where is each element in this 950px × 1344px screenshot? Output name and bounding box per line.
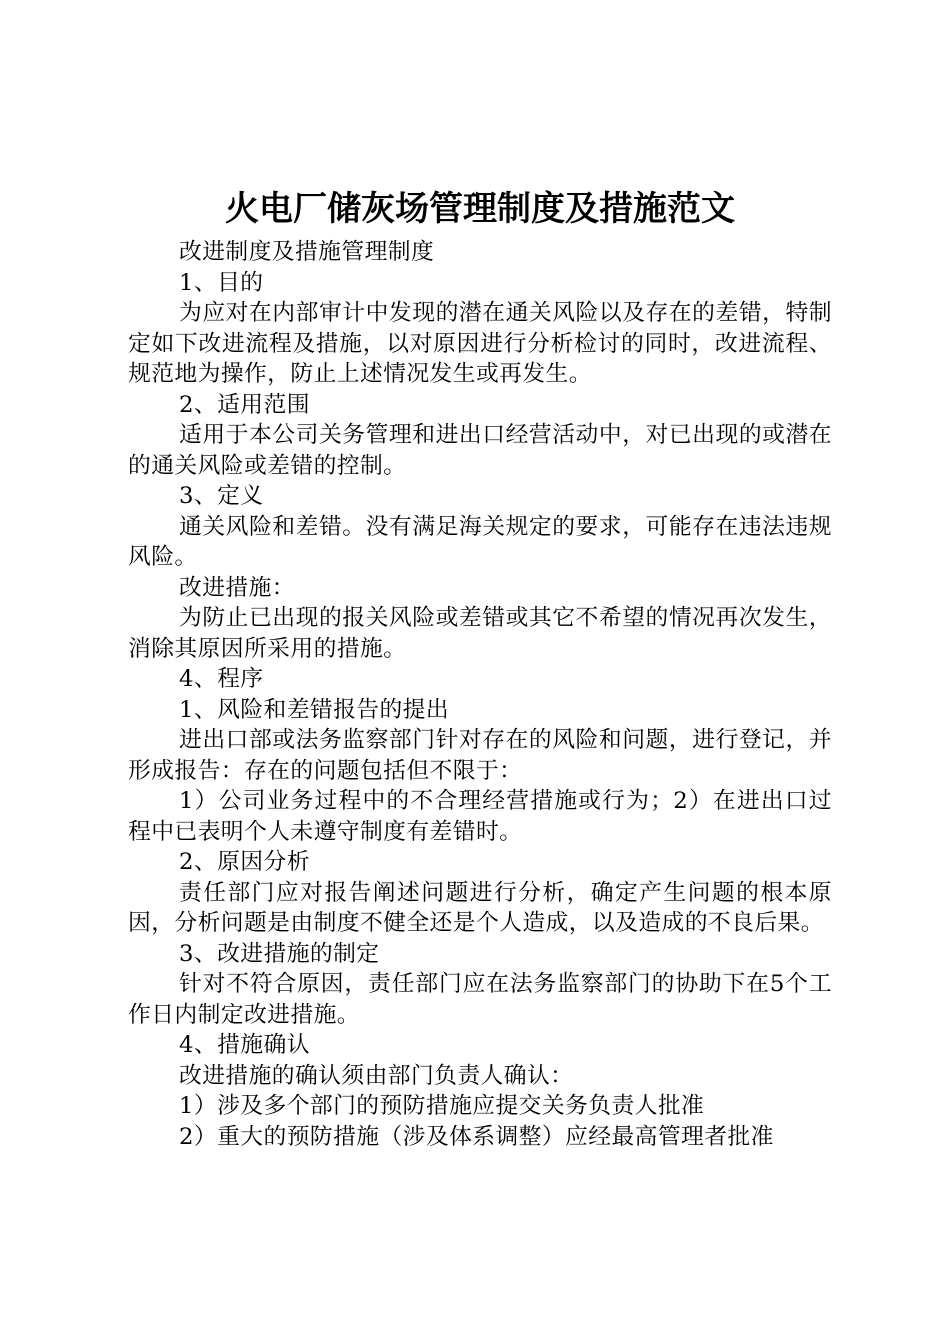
section-heading: 1、目的 bbox=[179, 269, 264, 296]
list-item: 1）涉及多个部门的预防措施应提交关务负责人批准 bbox=[179, 1093, 705, 1119]
paragraph: 通关风险和差错。没有满足海关规定的要求，可能存在违法违规风险。 bbox=[128, 513, 832, 570]
paragraph: 针对不符合原因，责任部门应在法务监察部门的协助下在5个工作日内制定改进措施。 bbox=[128, 971, 832, 1028]
paragraph: 适用于本公司关务管理和进出口经营活动中，对已出现的或潜在的通关风险或差错的控制。 bbox=[128, 422, 832, 479]
subsection-heading: 1、风险和差错报告的提出 bbox=[179, 696, 450, 723]
section-heading: 4、程序 bbox=[179, 666, 264, 692]
paragraph: 为应对在内部审计中发现的潜在通关风险以及存在的差错，特制定如下改进流程及措施，以对原因进行分析检讨的同时，改进流程、规范地为操作，防止上述情况发生或再发生。 bbox=[128, 300, 832, 387]
subsection-heading: 2、原因分析 bbox=[179, 849, 310, 875]
document-page bbox=[128, 183, 832, 1152]
paragraph: 进出口部或法务监察部门针对存在的风险和问题，进行登记，并形成报告：存在的问题包括但不限于： bbox=[128, 727, 832, 784]
paragraph: 改进措施的确认须由部门负责人确认： bbox=[179, 1062, 574, 1089]
list-item: 2）重大的预防措施（涉及体系调整）应经最高管理者批准 bbox=[179, 1123, 774, 1150]
paragraph: 责任部门应对报告阐述问题进行分析，确定产生问题的根本原因，分析问题是由制度不健全还是个人造成，以及造成的不良后果。 bbox=[128, 879, 832, 936]
section-heading: 2、适用范围 bbox=[179, 391, 310, 418]
document-body bbox=[128, 237, 832, 1152]
subsection-heading: 3、改进措施的制定 bbox=[179, 940, 380, 967]
document-title: 火电厂储灰场管理制度及措施范文 bbox=[225, 189, 735, 229]
subsection-heading: 4、措施确认 bbox=[179, 1032, 310, 1058]
section-heading: 3、定义 bbox=[179, 483, 264, 509]
paragraph: 1）公司业务过程中的不合理经营措施或行为；2）在进出口过程中已表明个人未遵守制度有差错时。 bbox=[128, 788, 832, 845]
paragraph: 改进措施： bbox=[179, 574, 295, 601]
paragraph: 改进制度及措施管理制度 bbox=[179, 239, 435, 265]
paragraph: 为防止已出现的报关风险或差错或其它不希望的情况再次发生，消除其原因所采用的措施。 bbox=[128, 605, 832, 662]
